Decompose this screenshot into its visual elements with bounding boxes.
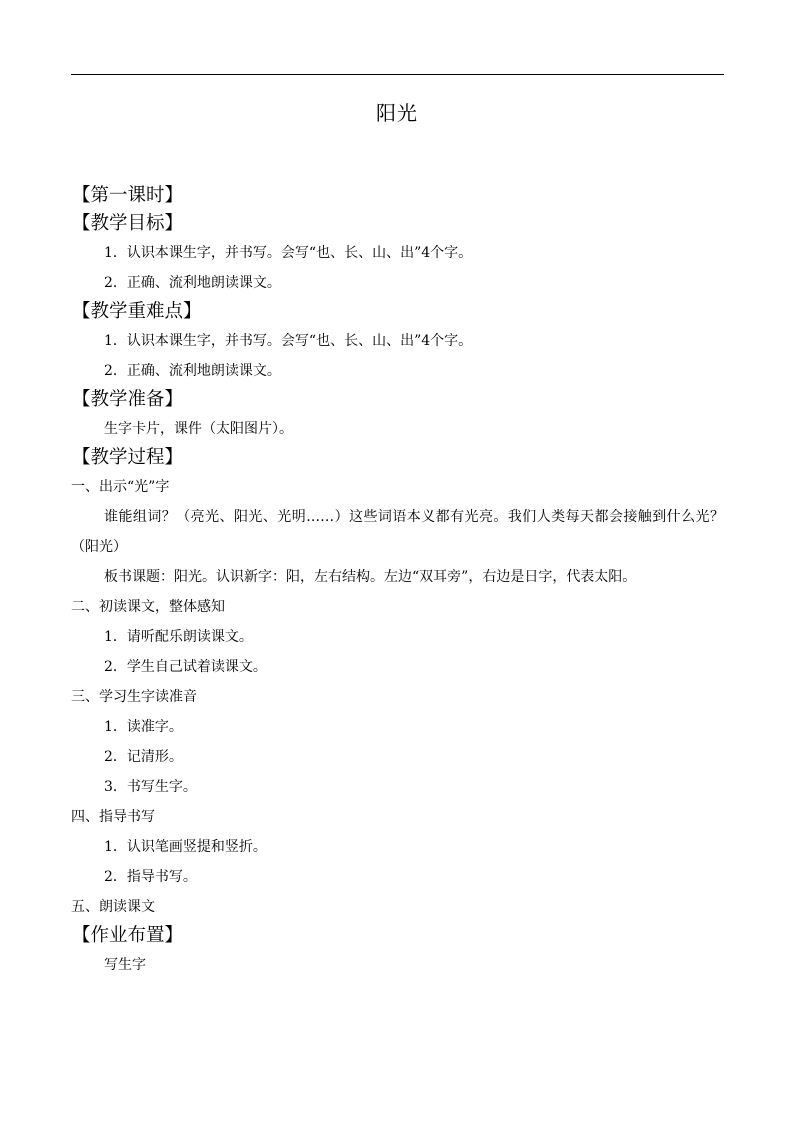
goals-heading: 【教学目标】 — [72, 213, 184, 234]
page-title: 阳光 — [376, 101, 418, 125]
process-heading: 【教学过程】 — [72, 447, 184, 468]
header-rule — [71, 74, 724, 75]
preparation-heading: 【教学准备】 — [72, 389, 184, 410]
step3-item: 3．书写生字。 — [104, 779, 197, 795]
step3-item: 2．记清形。 — [104, 749, 183, 765]
goals-item: 2．正确、流利地朗读课文。 — [104, 275, 281, 291]
step1-paragraph: 板书课题：阳光。认识新字：阳，左右结构。左边“双耳旁”，右边是日字，代表太阳。 — [104, 569, 637, 585]
step2-item: 1．请听配乐朗读课文。 — [104, 629, 253, 645]
step1-title: 一、出示“光”字 — [71, 479, 170, 495]
step2-title: 二、初读课文，整体感知 — [71, 599, 225, 615]
preparation-text: 生字卡片，课件（太阳图片）。 — [104, 421, 293, 437]
step3-item: 1．读准字。 — [104, 719, 183, 735]
document-body — [71, 182, 724, 980]
step3-title: 三、学习生字读准音 — [71, 689, 197, 705]
lesson-heading: 【第一课时】 — [72, 185, 184, 206]
goals-item: 1．认识本课生字，并书写。会写“也、长、山、出”4个字。 — [104, 245, 473, 261]
step4-item: 2．指导书写。 — [104, 869, 197, 885]
homework-heading: 【作业布置】 — [72, 925, 184, 946]
key-points-item: 2．正确、流利地朗读课文。 — [104, 363, 281, 379]
step1-paragraph: 谁能组词？（亮光、阳光、光明……）这些词语本义都有光亮。我们人类每天都会接触到什么光？（阳光） — [71, 509, 724, 555]
key-points-heading: 【教学重难点】 — [72, 301, 202, 322]
homework-text: 写生字 — [104, 957, 146, 973]
step4-item: 1．认识笔画竖提和竖折。 — [104, 839, 267, 855]
step2-item: 2．学生自己试着读课文。 — [104, 659, 267, 675]
step4-title: 四、指导书写 — [71, 809, 155, 825]
key-points-item: 1．认识本课生字，并书写。会写“也、长、山、出”4个字。 — [104, 333, 473, 349]
step5-title: 五、朗读课文 — [71, 899, 155, 915]
